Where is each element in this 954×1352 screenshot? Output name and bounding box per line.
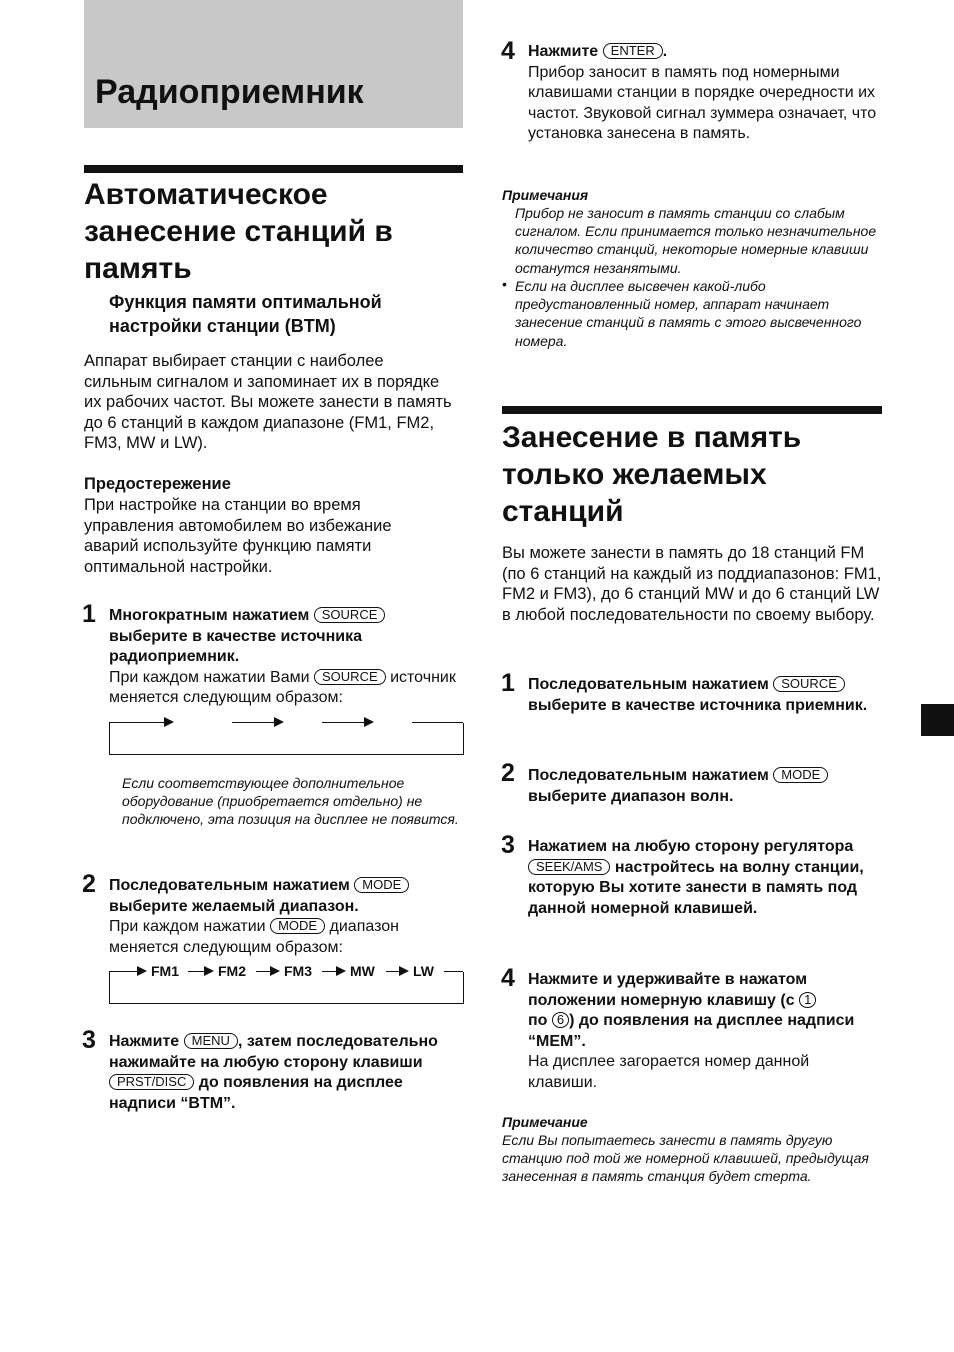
prst-disc-key: PRST/DISC bbox=[109, 1074, 194, 1090]
flow-arrow bbox=[188, 971, 204, 972]
note-item: Прибор не заносит в память станции со слабым сигналом. Если принимается только незначительное количество станций, некоторые номерные клавиши останутся незанятыми. bbox=[515, 205, 877, 276]
flow-arrow bbox=[109, 971, 137, 972]
arrow-icon bbox=[364, 717, 374, 727]
flow-arrow bbox=[444, 971, 463, 972]
band-label: FM2 bbox=[218, 963, 246, 979]
bullet-icon: • bbox=[502, 276, 507, 292]
section1-intro: Аппарат выбирает станции с наиболее сильным сигналом и запоминает их в порядке их рабочих частот. Вы можете занести в память до 6 станций в каждом диапазоне (FM1, FM2, FM3, MW и LW). bbox=[84, 352, 452, 452]
section2-intro: Вы можете занести в память до 18 станций FM (по 6 станций на каждый из поддиапазонов: FM1, FM2 и FM3), до 6 станций MW и до 6 станций LW в любой последовательности по своему выбору. bbox=[502, 544, 882, 624]
mode-key: MODE bbox=[270, 918, 325, 934]
flow-arrow bbox=[386, 971, 399, 972]
flow-arrow bbox=[232, 722, 274, 723]
page-title: Радиоприемник bbox=[95, 73, 364, 111]
source-key: SOURCE bbox=[314, 607, 386, 623]
preset-1-key: 1 bbox=[799, 992, 816, 1008]
step-number: 4 bbox=[501, 964, 515, 992]
seek-ams-key: SEEK/AMS bbox=[528, 859, 610, 875]
caution-heading: Предостережение bbox=[84, 475, 231, 493]
flow-arrow bbox=[256, 971, 270, 972]
arrow-icon bbox=[336, 966, 346, 976]
source-note: Если соответствующее дополнительное оборудование (приобретается отдельно) не подключено, эта позиция на дисплее не появится. bbox=[122, 775, 459, 828]
source-flow-diagram bbox=[109, 723, 464, 755]
step-4-text: Нажмите и удерживайте в нажатом положении номерную клавишу (с 1 по 6 ) до появления на дисплее надписи “MEM”. На дисплее загорается номер данной клавиши. bbox=[528, 971, 855, 1091]
step-number: 4 bbox=[501, 37, 515, 65]
step-number: 1 bbox=[501, 669, 515, 697]
step-1-text: Последовательным нажатием SOURCE выберите в качестве источника приемник. bbox=[528, 676, 868, 714]
step-2-text: Последовательным нажатием MODE выберите диапазон волн. bbox=[528, 766, 888, 807]
step-1-text: Многократным нажатием SOURCE выберите в качестве источника радиоприемник. При каждом нажатии Вами SOURCE источник меняется следующим образом: bbox=[109, 607, 456, 706]
note-text: Если Вы попытаетесь занести в память другую станцию под той же номерной клавишей, предыдущая занесенная в память станция будет стерта. bbox=[502, 1132, 869, 1185]
enter-key: ENTER bbox=[603, 43, 663, 59]
flow-arrow bbox=[322, 971, 336, 972]
step-2-text: Последовательным нажатием MODE выберите желаемый диапазон. При каждом нажатии MODE диапазон меняется следующим образом: bbox=[109, 876, 464, 958]
arrow-icon bbox=[274, 717, 284, 727]
chapter-banner bbox=[84, 0, 463, 128]
band-label: MW bbox=[350, 963, 375, 979]
flow-arrow bbox=[109, 722, 164, 723]
section1-subtitle: Функция памяти оптимальной настройки станции (BTM) bbox=[109, 292, 382, 336]
arrow-icon bbox=[137, 966, 147, 976]
band-label: LW bbox=[413, 963, 434, 979]
section-tab-marker bbox=[921, 704, 954, 736]
step-number: 2 bbox=[82, 870, 96, 898]
arrow-icon bbox=[164, 717, 174, 727]
mode-key: MODE bbox=[773, 767, 828, 783]
section1-title: Автоматическое занесение станций в память bbox=[84, 178, 393, 285]
mode-key: MODE bbox=[354, 877, 409, 893]
flow-arrow bbox=[322, 722, 364, 723]
source-key: SOURCE bbox=[773, 676, 845, 692]
menu-key: MENU bbox=[184, 1033, 238, 1049]
note-heading: Примечание bbox=[502, 1114, 588, 1130]
band-label: FM1 bbox=[151, 963, 179, 979]
section-rule bbox=[84, 165, 463, 173]
note-item: Если на дисплее высвечен какой-либо предустановленный номер, аппарат начинает занесение станций в память с этого высвеченного номера. bbox=[515, 278, 862, 349]
section-rule bbox=[502, 406, 882, 414]
source-key: SOURCE bbox=[314, 669, 386, 685]
caution-text: При настройке на станции во время управления автомобилем во избежание аварий используйте функцию памяти оптимальной настройки. bbox=[84, 496, 392, 576]
step-number: 3 bbox=[82, 1026, 96, 1054]
step-4-text: Нажмите ENTER . Прибор заносит в память под номерными клавишами станции в порядке очередности их частот. Звуковой сигнал зуммера означает, что установка занесена в память. bbox=[528, 43, 877, 142]
step-number: 3 bbox=[501, 831, 515, 859]
step-number: 2 bbox=[501, 759, 515, 787]
band-label: FM3 bbox=[284, 963, 312, 979]
arrow-icon bbox=[399, 966, 409, 976]
step-3-text: Нажмите MENU , затем последовательно нажимайте на любую сторону клавиши PRST/DISC до появления на дисплее надписи “BTM”. bbox=[109, 1033, 438, 1112]
notes-heading: Примечания bbox=[502, 187, 589, 203]
section2-title: Занесение в память только желаемых станций bbox=[502, 421, 802, 528]
arrow-icon bbox=[204, 966, 214, 976]
arrow-icon bbox=[270, 966, 280, 976]
step-3-text: Нажатием на любую сторону регулятора SEEK/AMS настройтесь на волну станции, которую Вы хотите занести в память под данной номерной клавишей. bbox=[528, 838, 864, 917]
step-number: 1 bbox=[82, 600, 96, 628]
preset-6-key: 6 bbox=[552, 1012, 569, 1028]
flow-arrow bbox=[412, 722, 463, 723]
